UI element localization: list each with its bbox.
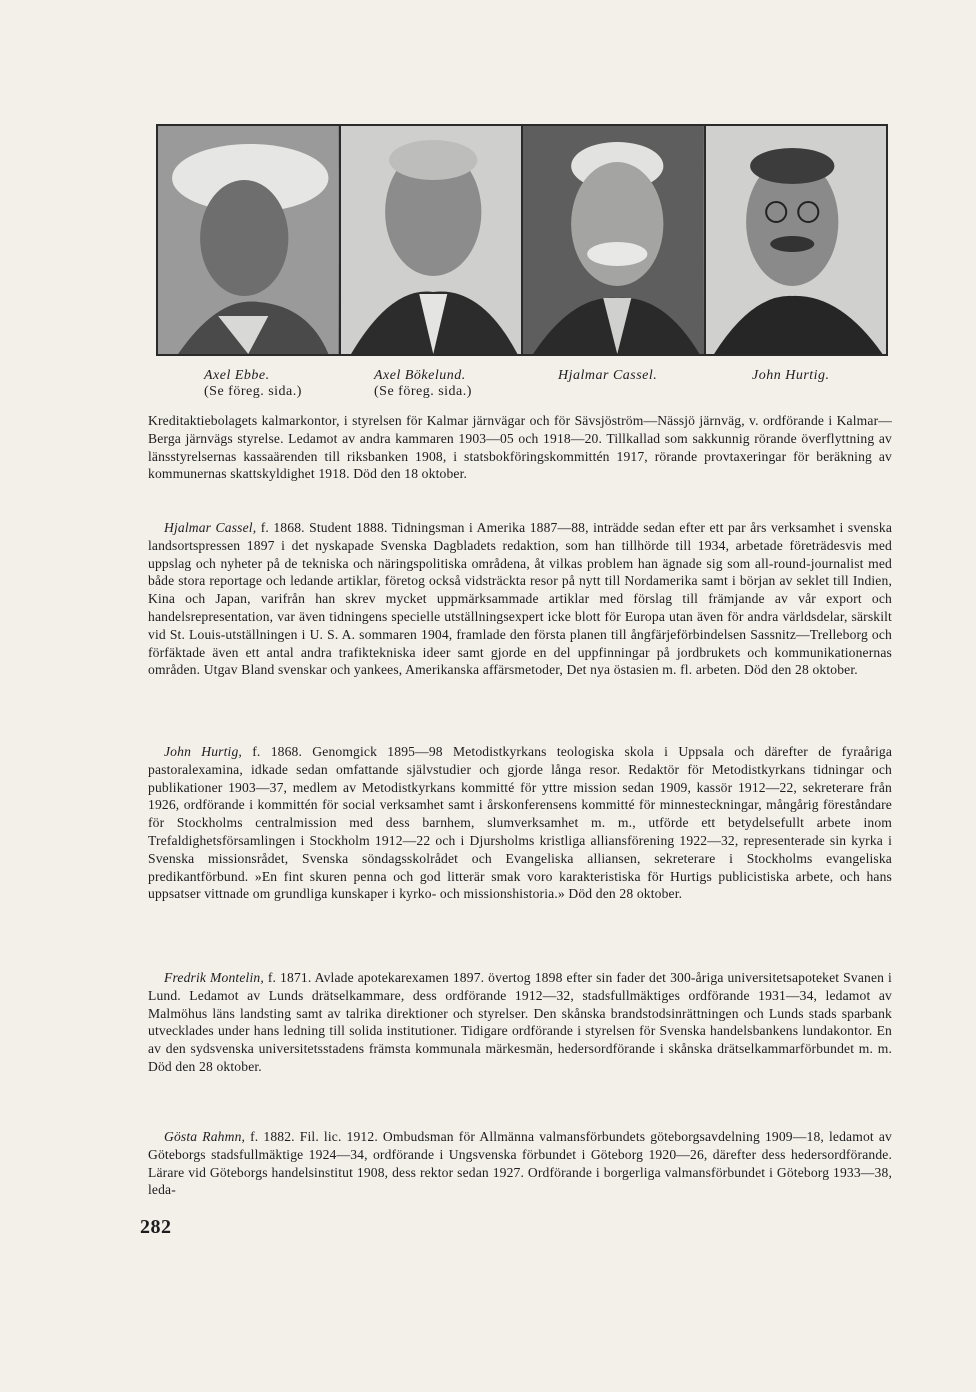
portrait-strip (156, 124, 888, 356)
caption-john-hurtig (752, 368, 830, 384)
page-number: 282 (140, 1216, 172, 1238)
photo-captions (156, 368, 888, 408)
caption-axel-ebbe (204, 368, 302, 400)
portrait-photo-john-hurtig (706, 126, 887, 354)
paragraph-text: f. 1882. Fil. lic. 1912. Ombudsman för Allmänna valmansförbundets göteborgsavdelning 1909—18, ledamot av Göteborgs stadsfullmäktige 1924—34, ordförande i Ungsvenska förbundet i Göteborg 1920—26, därefter dess hedersordförande. Lärare vid Göteborgs handelsinstitut 1908, dess rektor sedan 1927. Ordförande i borgerliga valmansförbundet i Göteborg 1933—38, leda- (148, 1129, 892, 1198)
caption-axel-bokelund (374, 368, 472, 400)
person-name: John Hurtig, (164, 744, 242, 759)
person-name: Gösta Rahmn, (164, 1129, 246, 1144)
portrait-figure (341, 126, 522, 354)
paragraph-continuation (148, 412, 892, 483)
portrait-figure (706, 126, 887, 354)
portrait-photo-hjalmar-cassel (523, 126, 704, 354)
paragraph-hjalmar-cassel (148, 519, 892, 679)
paragraph-text: Kreditaktiebolagets kalmarkontor, i styrelsen för Kalmar järnvägar och för Sävsjöström—Nässjö järnväg, v. ordförande i Kalmar—Berga järnvägs styrelse. Ledamot av andra kammaren 1903—05 och 1918—20. Tillkallad som sakkunnig rörande överflyttning av länsstyrelsernas kassaärenden till riksbanken 1908, i statsbokföringskommittén 1917, rörande provtaxeringar för beräkning av kommunernas skattskyldighet 1918. Död den 18 oktober. (148, 413, 892, 482)
paragraph-fredrik-montelin (148, 969, 892, 1076)
person-name: Fredrik Montelin, (164, 970, 264, 985)
paragraph-gosta-rahmn (148, 1128, 892, 1199)
caption-note: (Se föreg. sida.) (374, 384, 472, 399)
paragraph-text: f. 1868. Student 1888. Tidningsman i Amerika 1887—88, inträdde sedan efter ett par års verksamhet i svenska landsortspressen 1897 i det nyskapade Svenska Dagbladets redaktion, som han tillhörde till 1934, arbetade företrädesvis med uppslag och nyheter på de tekniska och näringspolitiska områdena, åt vilkas problem han ägnade sig som all-round-journalist med både stora reportage och ledande artiklar, företog också vidsträckta resor på nytt till Nordamerika samt i början av seklet till Indien, Kina och Japan, varifrån han skrev mycket uppmärksammade artiklar med förslag till främjande av vår export och handelsrepresentation, var även tidningens specielle utställningsexpert icke blott för Europa utan även för andra världsdelar, särskilt vid St. Louis-utställningen i U. S. A. sommaren 1904, framlade den första planen till ångfärjeförbindelsen Sassnitz—Trelleborg och förfäktade även ett antal andra trafiktekniska ideer samt gjorde en del uppfinningar på jordbrukets och kommunikationernas områden. Utgav Bland svenskar och yankees, Amerikanska affärsmetoder, Det nya östasien m. fl. arbeten. Död den 28 oktober. (148, 520, 892, 678)
caption-name: Hjalmar Cassel. (558, 368, 658, 383)
caption-name: Axel Bökelund. (374, 368, 466, 383)
paragraph-john-hurtig (148, 743, 892, 903)
caption-name: John Hurtig. (752, 368, 830, 383)
portrait-photo-axel-bokelund (341, 126, 522, 354)
portrait-photo-axel-ebbe (158, 126, 339, 354)
caption-note: (Se föreg. sida.) (204, 384, 302, 399)
person-name: Hjalmar Cassel, (164, 520, 257, 535)
caption-name: Axel Ebbe. (204, 368, 270, 383)
paragraph-text: f. 1871. Avlade apotekarexamen 1897. övertog 1898 efter sin fader det 300-åriga universitetsapoteket Svanen i Lund. Ledamot av Lunds drätselkammare, dess ordförande 1912—32, stadsfullmäktiges ordförande 1931—34, ledamot av Malmöhus läns landsting samt av talrika direktioner och styrelser. Den skånska brandstodsinrättningen och Lunds stads sparbank utvecklades under hans ledning till solida institutioner. Tidigare ordförande i styrelsen för Svenska handelsbankens lundakontor. En av den sydsvenska universitetsstadens främsta kommunala märkesmän, hedersordförande i skånska drätselkammarförbundet m. m. Död den 28 oktober. (148, 970, 892, 1074)
portrait-figure (523, 126, 704, 354)
paragraph-text: f. 1868. Genomgick 1895—98 Metodistkyrkans teologiska skola i Uppsala och därefter de fyraåriga pastoralexamina, idkade sedan omfattande självstudier och gjorde långa resor. Redaktör för Metodistkyrkans tidningar och publikationer 1903—37, medlem av Metodistkyrkans kommitté för yttre mission sedan 1909, kassör 1912—22, sekreterare från 1926, ordförande i kommittén för social verksamhet samt i årskonferensens kommitté för minnesteckningar, mångårig föreståndare för Stockholms centralmission med dess barnhem, slumverksamhet m. m., utförde ett betydelsefullt arbete inom Trefaldighetsförsamlingen i Stockholm 1912—22 och i Djursholms kristliga alliansförening 1922—32, representerade sin kyrka i Svenska missionsrådet, Svenska söndagsskolrådet och Evangeliska alliansen, sekreterare i Stockholms evangeliska predikantförbund. »En fint skuren penna och god litterär smak voro karakteristiska för Hurtigs publicistiska arbete, och hans uppsatser vittnade om grundliga kunskaper i kyrko- och missionshistoria.» Död den 28 oktober. (148, 744, 892, 902)
caption-hjalmar-cassel (558, 368, 657, 384)
portrait-figure (158, 126, 339, 354)
